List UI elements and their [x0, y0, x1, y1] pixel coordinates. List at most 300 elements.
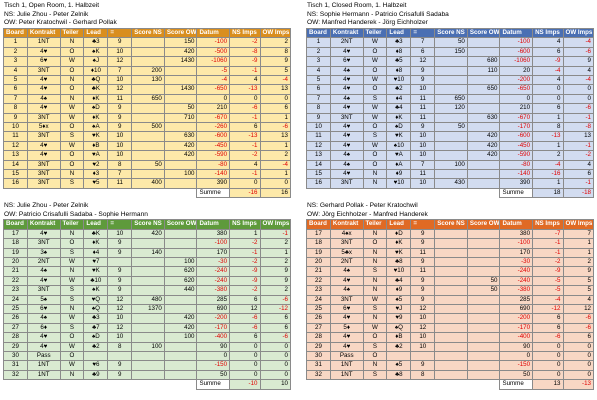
sum-label: Summe: [197, 380, 230, 389]
table-cell: 13: [260, 85, 291, 94]
table-cell: [467, 38, 500, 47]
table-cell: 8: [260, 47, 291, 56]
table-cell: 0: [197, 94, 230, 103]
table-cell: 5: [563, 286, 594, 295]
table-cell: ♦D: [387, 229, 411, 238]
table-cell: ♦9: [387, 170, 411, 179]
table-cell: -100: [197, 239, 230, 248]
table-cell: [467, 160, 500, 169]
table-cell: [164, 229, 197, 238]
table-cell: 10: [411, 141, 435, 150]
table-cell: ♦9: [387, 286, 411, 295]
table-cell: 200: [132, 66, 165, 75]
table-row: [4, 170, 291, 179]
table-cell: 4: [563, 160, 594, 169]
table-cell: 50: [500, 370, 533, 379]
table-cell: [467, 179, 500, 188]
table-cell: -4: [260, 76, 291, 85]
table-cell: ♦B: [84, 141, 108, 150]
table-cell: 210: [500, 104, 533, 113]
table-row: [307, 352, 594, 361]
table-cell: 9: [411, 123, 435, 132]
table-cell: ♥A: [387, 151, 411, 160]
table-row: [307, 104, 594, 113]
table-cell: ♣8: [387, 370, 411, 379]
table-cell: 6♥: [27, 305, 60, 314]
table-cell: 9: [4, 113, 28, 122]
table-cell: 430: [435, 179, 468, 188]
table-cell: 420: [164, 314, 197, 323]
table-cell: N: [363, 314, 387, 323]
table-cell: 650: [132, 94, 165, 103]
table-row: [4, 323, 291, 332]
score-table: [306, 28, 594, 199]
table-cell: -2: [533, 258, 563, 267]
table-cell: W: [363, 113, 387, 122]
table-cell: 22: [4, 276, 28, 285]
column-header: =: [411, 28, 435, 38]
table-cell: N: [363, 361, 387, 370]
table-cell: -16: [533, 170, 563, 179]
table-row: [4, 333, 291, 342]
table-cell: 0: [563, 342, 594, 351]
table-cell: -1: [260, 229, 291, 238]
column-header: NS Imps: [230, 28, 260, 38]
table-cell: [435, 132, 468, 141]
table-row: [307, 314, 594, 323]
table-cell: [132, 258, 165, 267]
table-cell: [132, 38, 165, 47]
table-cell: 9: [108, 361, 132, 370]
table-cell: 4♥: [330, 314, 363, 323]
table-cell: W: [60, 361, 84, 370]
table-cell: 0: [230, 361, 260, 370]
table-cell: W: [363, 38, 387, 47]
table-cell: 4♠x: [330, 229, 363, 238]
table-cell: 4♠: [330, 151, 363, 160]
table-cell: 9: [108, 370, 132, 379]
table-cell: 5: [563, 276, 594, 285]
table-cell: -6: [230, 314, 260, 323]
table-cell: 7: [411, 160, 435, 169]
table-cell: -600: [500, 132, 533, 141]
table-header-line: Tisch 1, Open Room, 1. Halbzeit: [4, 2, 100, 9]
table-cell: [164, 305, 197, 314]
column-header: Teiler: [363, 220, 387, 230]
table-cell: -4: [260, 160, 291, 169]
table-cell: 1: [260, 113, 291, 122]
table-cell: 28: [307, 333, 331, 342]
column-header: =: [411, 220, 435, 230]
table-cell: 10: [108, 76, 132, 85]
table-cell: 9: [411, 286, 435, 295]
table-cell: 0: [563, 370, 594, 379]
table-cell: O: [363, 352, 387, 361]
table-cell: 16: [4, 179, 28, 188]
table-cell: 32: [4, 370, 28, 379]
table-cell: 10: [4, 123, 28, 132]
table-cell: 13: [260, 132, 291, 141]
table-cell: ♦B: [387, 333, 411, 342]
table-cell: ♣3: [84, 38, 108, 47]
table-cell: -2: [563, 151, 594, 160]
table-cell: 4♥: [27, 76, 60, 85]
table-cell: 630: [164, 132, 197, 141]
table-cell: 0: [230, 94, 260, 103]
table-row: [4, 132, 291, 141]
table-cell: S: [363, 305, 387, 314]
table-cell: 27: [4, 323, 28, 332]
table-cell: 50: [467, 276, 500, 285]
table-cell: -1: [230, 170, 260, 179]
sum-value: -16: [230, 188, 260, 197]
table-cell: 2NT: [330, 258, 363, 267]
table-cell: 8: [411, 370, 435, 379]
table-cell: [435, 141, 468, 150]
column-header: Score NS: [132, 28, 165, 38]
table-cell: 12: [230, 305, 260, 314]
table-cell: 4♥: [27, 151, 60, 160]
table-cell: 400: [132, 179, 165, 188]
table-cell: -6: [563, 104, 594, 113]
table-cell: -80: [197, 160, 230, 169]
table-header-line: OW: Jörg Eichholzer - Manfred Handerek: [307, 210, 428, 218]
table-cell: [132, 239, 165, 248]
table-cell: N: [363, 179, 387, 188]
sum-value: -13: [563, 380, 594, 389]
table-cell: 0: [533, 342, 563, 351]
table-cell: [467, 229, 500, 238]
table-cell: 12: [307, 141, 331, 150]
table-cell: ♦A: [387, 160, 411, 169]
table-cell: -260: [197, 123, 230, 132]
table-row: [4, 160, 291, 169]
table-cell: 630: [467, 113, 500, 122]
table-cell: ♣3: [387, 38, 411, 47]
table-cell: 4♥: [27, 141, 60, 150]
table-cell: 3NT: [27, 160, 60, 169]
table-cell: -1: [563, 179, 594, 188]
table-cell: 140: [132, 248, 165, 257]
table-cell: 50: [197, 370, 230, 379]
table-cell: 19: [307, 248, 331, 257]
table-cell: 3NT: [330, 295, 363, 304]
table-cell: ♣K: [84, 229, 108, 238]
table-cell: 10: [411, 179, 435, 188]
table-cell: O: [60, 66, 84, 75]
column-header: OW Imps: [563, 28, 594, 38]
table-cell: 12: [108, 295, 132, 304]
table-header-row: [307, 220, 594, 230]
sum-row: [307, 188, 594, 197]
table-cell: -100: [197, 38, 230, 47]
table-cell: 4♥: [330, 85, 363, 94]
table-cell: O: [60, 151, 84, 160]
table-cell: 4♠: [330, 267, 363, 276]
table-cell: [435, 258, 468, 267]
table-cell: S: [363, 342, 387, 351]
table-cell: [467, 342, 500, 351]
table-header-line: NS: Gerhard Pollak - Peter Kratochwil: [307, 202, 418, 209]
table-cell: 11: [108, 179, 132, 188]
column-header: Score OW: [164, 220, 197, 230]
sum-row: [4, 188, 291, 197]
table-cell: -170: [500, 123, 533, 132]
table-cell: 24: [4, 295, 28, 304]
table-cell: 27: [307, 323, 331, 332]
table-cell: [467, 267, 500, 276]
table-row: [4, 47, 291, 56]
table-cell: 16: [307, 179, 331, 188]
table-row: [307, 57, 594, 66]
table-row: [4, 38, 291, 47]
table-cell: 10: [108, 333, 132, 342]
table-cell: [467, 295, 500, 304]
table-row: [4, 229, 291, 238]
table-cell: ♦K: [84, 94, 108, 103]
table-cell: -400: [197, 333, 230, 342]
sum-label: Summe: [500, 188, 533, 197]
table-header-row: [4, 28, 291, 38]
table-row: [4, 361, 291, 370]
table-cell: O: [60, 352, 84, 361]
table-cell: 9: [411, 229, 435, 238]
table-cell: S: [363, 267, 387, 276]
table-cell: [435, 239, 468, 248]
table-cell: ♥10: [387, 76, 411, 85]
table-cell: [435, 305, 468, 314]
table-cell: -590: [197, 151, 230, 160]
table-cell: 5: [260, 66, 291, 75]
table-cell: 10: [108, 132, 132, 141]
table-cell: 25: [4, 305, 28, 314]
column-header: Datum: [197, 28, 230, 38]
table-cell: [164, 179, 197, 188]
table-cell: -4: [533, 295, 563, 304]
table-cell: -5: [197, 66, 230, 75]
table-cell: ♦8: [387, 66, 411, 75]
table-cell: 20: [4, 258, 28, 267]
table-cell: -140: [500, 170, 533, 179]
table-cell: 7: [108, 170, 132, 179]
table-cell: -670: [197, 113, 230, 122]
table-cell: 6: [230, 333, 260, 342]
table-cell: 1: [563, 239, 594, 248]
table-cell: 170: [197, 248, 230, 257]
table-cell: 6♥: [27, 57, 60, 66]
table-cell: -6: [563, 323, 594, 332]
table-cell: [164, 76, 197, 85]
table-cell: [132, 57, 165, 66]
table-cell: 12: [411, 57, 435, 66]
table-cell: 0: [197, 352, 230, 361]
table-cell: 11: [411, 267, 435, 276]
table-cell: 1NT: [27, 38, 60, 47]
table-cell: 10: [411, 85, 435, 94]
table-cell: 620: [164, 267, 197, 276]
table-cell: ♥10: [387, 179, 411, 188]
table-row: [4, 286, 291, 295]
table-cell: 6: [260, 323, 291, 332]
table-cell: [467, 248, 500, 257]
table-row: [4, 248, 291, 257]
table-cell: 0: [533, 370, 563, 379]
table-cell: 6: [4, 85, 28, 94]
column-header: Board: [307, 28, 331, 38]
table-cell: 4: [563, 66, 594, 75]
table-cell: 1NT: [330, 361, 363, 370]
table-cell: [435, 248, 468, 257]
table-cell: -1: [563, 113, 594, 122]
table-cell: 100: [164, 333, 197, 342]
table-cell: 0: [563, 352, 594, 361]
table-cell: [164, 94, 197, 103]
table-row: [4, 295, 291, 304]
table-cell: 9: [260, 57, 291, 66]
table-cell: 6: [533, 47, 563, 56]
table-cell: ♠Q: [387, 323, 411, 332]
table-cell: -450: [500, 141, 533, 150]
table-cell: 4♥: [330, 104, 363, 113]
table-cell: [132, 113, 165, 122]
table-cell: ♠A: [84, 123, 108, 132]
table-cell: [467, 123, 500, 132]
table-header-line: NS: Julie Zhou - Peter Zelnik: [4, 10, 89, 18]
table-cell: [132, 323, 165, 332]
column-header: Board: [4, 28, 28, 38]
table-row: [307, 333, 594, 342]
table-cell: 5: [307, 76, 331, 85]
table-cell: 2: [260, 38, 291, 47]
table-cell: 6: [533, 104, 563, 113]
table-cell: [132, 352, 165, 361]
table-cell: 3: [4, 57, 28, 66]
table-cell: -9: [533, 267, 563, 276]
column-header: Score NS: [132, 220, 165, 230]
table-cell: 90: [500, 342, 533, 351]
table-cell: 710: [164, 113, 197, 122]
table-cell: 6♦: [27, 323, 60, 332]
table-cell: -1: [230, 141, 260, 150]
table-cell: [467, 333, 500, 342]
table-cell: 20: [307, 258, 331, 267]
table-cell: [132, 361, 165, 370]
table-row: [4, 370, 291, 379]
table-row: [307, 38, 594, 47]
table-cell: 28: [4, 333, 28, 342]
table-cell: O: [60, 85, 84, 94]
table-row: [307, 94, 594, 103]
table-cell: ♠D: [387, 123, 411, 132]
table-cell: -4: [533, 160, 563, 169]
table-cell: 30: [4, 352, 28, 361]
table-cell: 1430: [164, 85, 197, 94]
table-cell: 4♥: [330, 333, 363, 342]
table-cell: [435, 76, 468, 85]
table-cell: N: [363, 229, 387, 238]
table-cell: -6: [563, 47, 594, 56]
table-row: [4, 66, 291, 75]
table-cell: -650: [500, 85, 533, 94]
table-cell: 420: [164, 151, 197, 160]
table-cell: 0: [533, 85, 563, 94]
table-cell: ♥A: [84, 151, 108, 160]
table-cell: [132, 85, 165, 94]
table-row: [307, 76, 594, 85]
table-cell: 100: [132, 342, 165, 351]
table-cell: O: [363, 47, 387, 56]
table-header-line: OW: Patricio Crisafulli Sadaba - Sophie Hermann: [4, 210, 148, 218]
table-cell: [164, 123, 197, 132]
table-cell: 6: [533, 314, 563, 323]
table-cell: ♠J: [84, 57, 108, 66]
table-cell: -4: [563, 38, 594, 47]
table-row: [4, 276, 291, 285]
table-cell: O: [363, 239, 387, 248]
table-cell: 3NT: [27, 170, 60, 179]
table-row: [4, 85, 291, 94]
table-cell: 12: [108, 323, 132, 332]
table-cell: -8: [563, 123, 594, 132]
table-row: [307, 47, 594, 56]
sum-value: 16: [260, 188, 291, 197]
table-cell: -6: [260, 295, 291, 304]
table-cell: 26: [307, 314, 331, 323]
table-cell: -380: [500, 286, 533, 295]
table-cell: ♥K: [84, 132, 108, 141]
table-cell: O: [363, 66, 387, 75]
table-cell: -1: [230, 113, 260, 122]
table-cell: 12: [411, 305, 435, 314]
table-cell: 0: [260, 361, 291, 370]
table-cell: [435, 342, 468, 351]
table-cell: -4: [563, 76, 594, 85]
table-cell: 7: [563, 229, 594, 238]
table-cell: -9: [230, 276, 260, 285]
table-cell: S: [60, 248, 84, 257]
table-cell: 12: [108, 305, 132, 314]
table-cell: 285: [500, 295, 533, 304]
table-cell: ♠Q: [84, 305, 108, 314]
table-cell: 7: [4, 94, 28, 103]
table-cell: -170: [197, 323, 230, 332]
table-cell: 17: [4, 229, 28, 238]
table-cell: ♣9: [84, 370, 108, 379]
table-header-line: NS: Sophie Hermann - Patricio Crisafulli Sadaba: [307, 10, 449, 18]
table-row: [307, 342, 594, 351]
table-row: [307, 370, 594, 379]
table-cell: -13: [230, 132, 260, 141]
table-cell: 1NT: [330, 370, 363, 379]
table-cell: -200: [197, 314, 230, 323]
table-cell: 650: [467, 85, 500, 94]
table-row: [307, 239, 594, 248]
table-cell: 5: [4, 76, 28, 85]
table-cell: 8: [307, 104, 331, 113]
table-cell: N: [60, 229, 84, 238]
table-cell: W: [363, 76, 387, 85]
table-cell: 6: [563, 333, 594, 342]
table-cell: ♣4: [387, 276, 411, 285]
table-cell: 6: [563, 170, 594, 179]
table-cell: N: [363, 276, 387, 285]
table-cell: 7: [108, 66, 132, 75]
table-cell: -6: [260, 333, 291, 342]
table-row: [307, 258, 594, 267]
column-header: Kontrakt: [27, 28, 60, 38]
table-cell: ♠D: [84, 104, 108, 113]
table-cell: 690: [500, 305, 533, 314]
